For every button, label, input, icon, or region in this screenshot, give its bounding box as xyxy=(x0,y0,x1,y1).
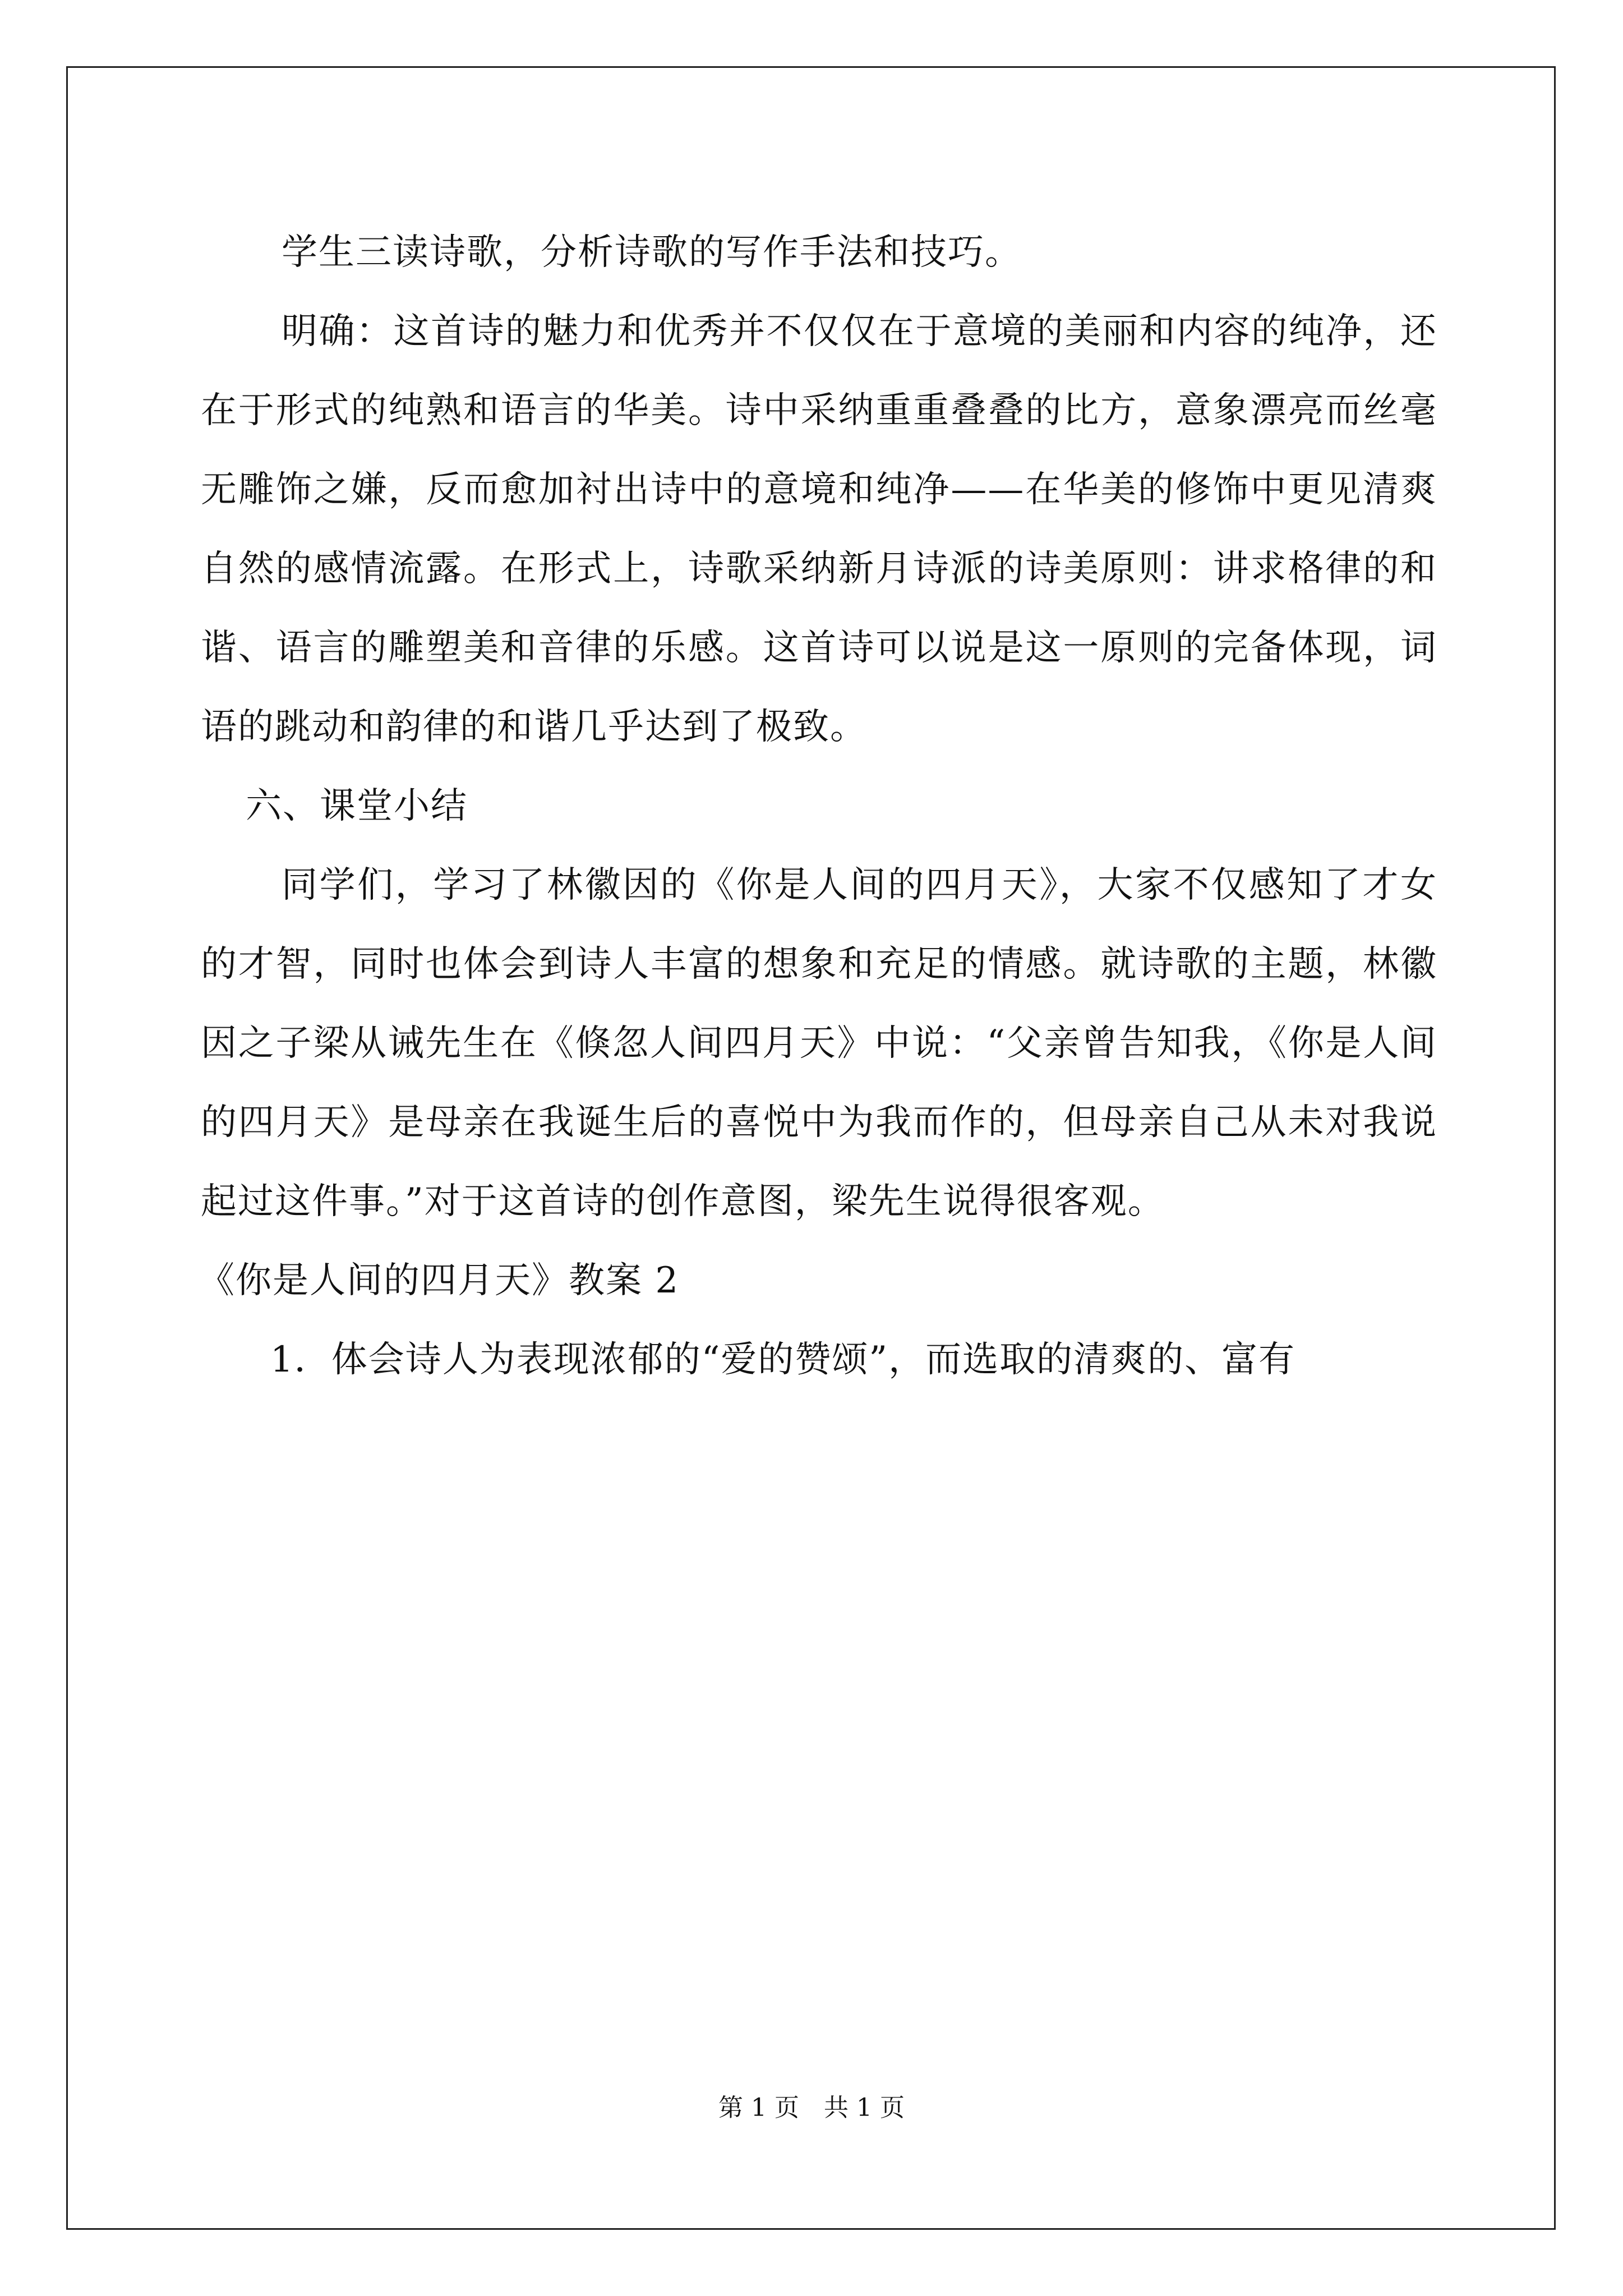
section-title-lesson-plan-2: 《你是人间的四月天》教案 2 xyxy=(199,1260,680,1301)
list-item-1: 1．体会诗人为表现浓郁的“爱的赞颂”，而选取的清爽的、富有 xyxy=(270,1339,1296,1381)
paragraph-reading-analysis: 学生三读诗歌，分析诗歌的写作手法和技巧。 xyxy=(282,232,1022,273)
paragraph-summary-text: 同学们，学习了林徽因的《你是人间的四月天》，大家不仅感知了才女的才智，同时也体会到诗人丰富的想象和充足的情感。就诗歌的主题，林徽因之子梁从诫先生在《倏忽人间四月天》中说：“父亲曾告知我，《你是人间的四月天》是母亲在我诞生后的喜悦中为我而作的，但母亲自己从未对我说起过这件事。”对于这首诗的创作意图，梁先生说得很客观。 xyxy=(201,864,1437,1222)
heading-class-summary: 六、课堂小结 xyxy=(246,785,468,827)
paragraph-clarification: 明确：这首诗的魅力和优秀并不仅仅在于意境的美丽和内容的纯净，还在于形式的纯熟和语言的华美。诗中采纳重重叠叠的比方，意象漂亮而丝毫无雕饰之嫌，反而愈加衬出诗中的意境和纯净——在华美的修饰中更见清爽自然的感情流露。在形式上，诗歌采纳新月诗派的诗美原则：讲求格律的和谐、语言的雕塑美和音律的乐感。这首诗可以说是这一原则的完备体现，词语的跳动和韵律的和谐几乎达到了极致。 xyxy=(201,311,1437,748)
page-footer: 第 1 页 共 1 页 xyxy=(718,2093,905,2122)
document-body xyxy=(201,213,1437,1400)
